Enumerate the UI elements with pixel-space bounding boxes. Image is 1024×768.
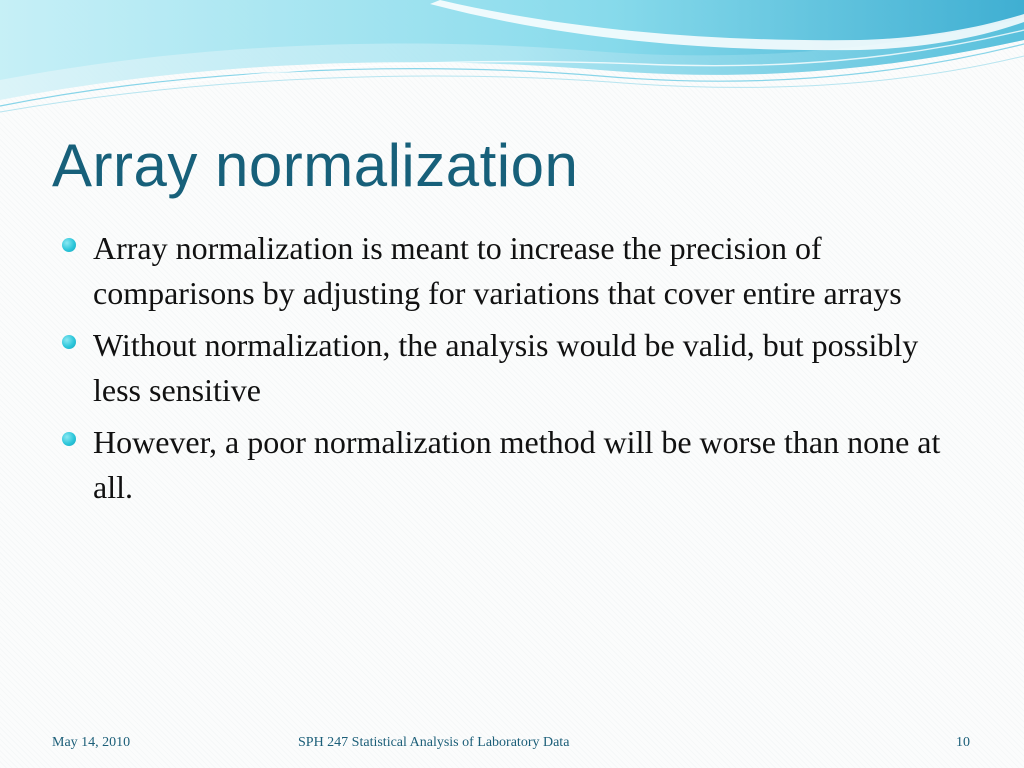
slide-title: Array normalization — [52, 132, 579, 199]
bullet-dot-icon — [62, 432, 76, 446]
bullet-dot-icon — [62, 335, 76, 349]
bullet-item — [62, 420, 962, 509]
bullet-dot-icon — [62, 238, 76, 252]
footer-course-title: SPH 247 Statistical Analysis of Laboratory Data — [298, 735, 570, 750]
footer-date: May 14, 2010 — [52, 735, 131, 750]
header-wave-decoration — [0, 0, 1024, 120]
footer-page-number: 10 — [956, 735, 970, 750]
bullet-item — [62, 226, 962, 315]
bullet-list — [62, 226, 962, 517]
bullet-text: Array normalization is meant to increase the precision of comparisons by adjusting for variations that cover entire arrays — [93, 230, 902, 311]
bullet-item — [62, 323, 962, 412]
bullet-text: However, a poor normalization method will be worse than none at all. — [93, 424, 941, 505]
bullet-text: Without normalization, the analysis would be valid, but possibly less sensitive — [93, 327, 919, 408]
